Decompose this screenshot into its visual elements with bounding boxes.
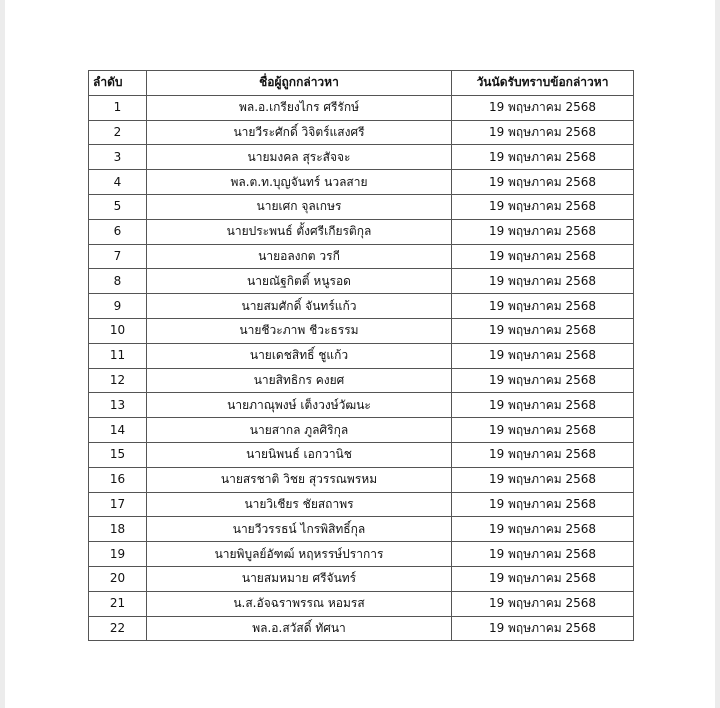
row-number-cell: 8 [89, 269, 147, 294]
table-row [89, 467, 634, 492]
row-number-cell: 17 [89, 492, 147, 517]
accused-name-cell: นายณัฐกิตติ์ หนูรอด [147, 269, 452, 294]
accused-name-cell: นายภาณุพงษ์ เต็งวงษ์วัฒนะ [147, 393, 452, 418]
appointment-date-cell: 19 พฤษภาคม 2568 [452, 467, 634, 492]
accused-name-cell: นายเศก จุลเกษร [147, 194, 452, 219]
row-number-cell: 2 [89, 120, 147, 145]
row-number-cell: 10 [89, 318, 147, 343]
table-row [89, 343, 634, 368]
appointment-date-cell: 19 พฤษภาคม 2568 [452, 492, 634, 517]
table-row [89, 542, 634, 567]
table-row [89, 393, 634, 418]
row-number-cell: 9 [89, 294, 147, 319]
table-body [89, 95, 634, 641]
table-row [89, 591, 634, 616]
row-number-cell: 3 [89, 145, 147, 170]
appointment-date-cell: 19 พฤษภาคม 2568 [452, 343, 634, 368]
appointment-date-cell: 19 พฤษภาคม 2568 [452, 170, 634, 195]
accused-name-cell: น.ส.อัจฉราพรรณ หอมรส [147, 591, 452, 616]
appointment-date-cell: 19 พฤษภาคม 2568 [452, 442, 634, 467]
table-row [89, 145, 634, 170]
table-row [89, 566, 634, 591]
table-row [89, 219, 634, 244]
table-row [89, 418, 634, 443]
header-accused-name: ชื่อผู้ถูกกล่าวหา [147, 71, 452, 96]
accused-name-cell: นายสมศักดิ์ จันทร์แก้ว [147, 294, 452, 319]
appointment-date-cell: 19 พฤษภาคม 2568 [452, 145, 634, 170]
table-header-row [89, 71, 634, 96]
header-appointment-date: วันนัดรับทราบข้อกล่าวหา [452, 71, 634, 96]
accused-name-cell: นายสรชาติ วิชย สุวรรณพรหม [147, 467, 452, 492]
row-number-cell: 18 [89, 517, 147, 542]
appointment-date-cell: 19 พฤษภาคม 2568 [452, 517, 634, 542]
row-number-cell: 14 [89, 418, 147, 443]
accused-name-cell: นายสมหมาย ศรีจันทร์ [147, 566, 452, 591]
accused-list-table [88, 70, 634, 641]
row-number-cell: 1 [89, 95, 147, 120]
accused-name-cell: นายวีระศักดิ์ วิจิตร์แสงศรี [147, 120, 452, 145]
row-number-cell: 4 [89, 170, 147, 195]
accused-name-cell: นายชีวะภาพ ชีวะธรรม [147, 318, 452, 343]
row-number-cell: 16 [89, 467, 147, 492]
appointment-date-cell: 19 พฤษภาคม 2568 [452, 294, 634, 319]
table-row [89, 244, 634, 269]
accused-name-cell: นายประพนธ์ ตั้งศรีเกียรติกุล [147, 219, 452, 244]
appointment-date-cell: 19 พฤษภาคม 2568 [452, 219, 634, 244]
table-row [89, 120, 634, 145]
row-number-cell: 22 [89, 616, 147, 641]
appointment-date-cell: 19 พฤษภาคม 2568 [452, 95, 634, 120]
row-number-cell: 5 [89, 194, 147, 219]
appointment-date-cell: 19 พฤษภาคม 2568 [452, 368, 634, 393]
table-row [89, 616, 634, 641]
row-number-cell: 12 [89, 368, 147, 393]
accused-name-cell: นายมงคล สุระสัจจะ [147, 145, 452, 170]
appointment-date-cell: 19 พฤษภาคม 2568 [452, 591, 634, 616]
row-number-cell: 20 [89, 566, 147, 591]
row-number-cell: 6 [89, 219, 147, 244]
right-page-edge [715, 0, 720, 708]
table-row [89, 368, 634, 393]
row-number-cell: 7 [89, 244, 147, 269]
table-row [89, 269, 634, 294]
appointment-date-cell: 19 พฤษภาคม 2568 [452, 566, 634, 591]
accused-name-cell: นายพิบูลย์อัฑฒ์ หฤหรรษ์ปราการ [147, 542, 452, 567]
row-number-cell: 19 [89, 542, 147, 567]
accused-name-cell: นายเดชสิทธิ์ ชูแก้ว [147, 343, 452, 368]
appointment-date-cell: 19 พฤษภาคม 2568 [452, 244, 634, 269]
appointment-date-cell: 19 พฤษภาคม 2568 [452, 318, 634, 343]
header-order-number: ลำดับ [89, 71, 147, 96]
accused-name-cell: นายสิทธิกร คงยศ [147, 368, 452, 393]
accused-name-cell: นายวีวรรธน์ ไกรพิสิทธิ์กุล [147, 517, 452, 542]
accused-name-cell: พล.อ.สวัสดิ์ ทัศนา [147, 616, 452, 641]
accused-name-cell: พล.ต.ท.บุญจันทร์ นวลสาย [147, 170, 452, 195]
row-number-cell: 13 [89, 393, 147, 418]
table-row [89, 95, 634, 120]
accused-name-cell: นายอลงกต วรกี [147, 244, 452, 269]
accused-name-cell: นายนิพนธ์ เอกวานิช [147, 442, 452, 467]
accused-name-cell: นายวิเชียร ชัยสถาพร [147, 492, 452, 517]
appointment-date-cell: 19 พฤษภาคม 2568 [452, 269, 634, 294]
accused-name-cell: นายสากล ภูลศิริกุล [147, 418, 452, 443]
table-row [89, 442, 634, 467]
accused-name-cell: พล.อ.เกรียงไกร ศรีรักษ์ [147, 95, 452, 120]
appointment-date-cell: 19 พฤษภาคม 2568 [452, 418, 634, 443]
left-page-edge [0, 0, 5, 708]
appointment-date-cell: 19 พฤษภาคม 2568 [452, 393, 634, 418]
row-number-cell: 21 [89, 591, 147, 616]
table-row [89, 492, 634, 517]
row-number-cell: 11 [89, 343, 147, 368]
appointment-date-cell: 19 พฤษภาคม 2568 [452, 120, 634, 145]
row-number-cell: 15 [89, 442, 147, 467]
table-row [89, 318, 634, 343]
appointment-date-cell: 19 พฤษภาคม 2568 [452, 194, 634, 219]
table-row [89, 294, 634, 319]
table-row [89, 517, 634, 542]
appointment-date-cell: 19 พฤษภาคม 2568 [452, 542, 634, 567]
appointment-date-cell: 19 พฤษภาคม 2568 [452, 616, 634, 641]
table-row [89, 170, 634, 195]
table-row [89, 194, 634, 219]
